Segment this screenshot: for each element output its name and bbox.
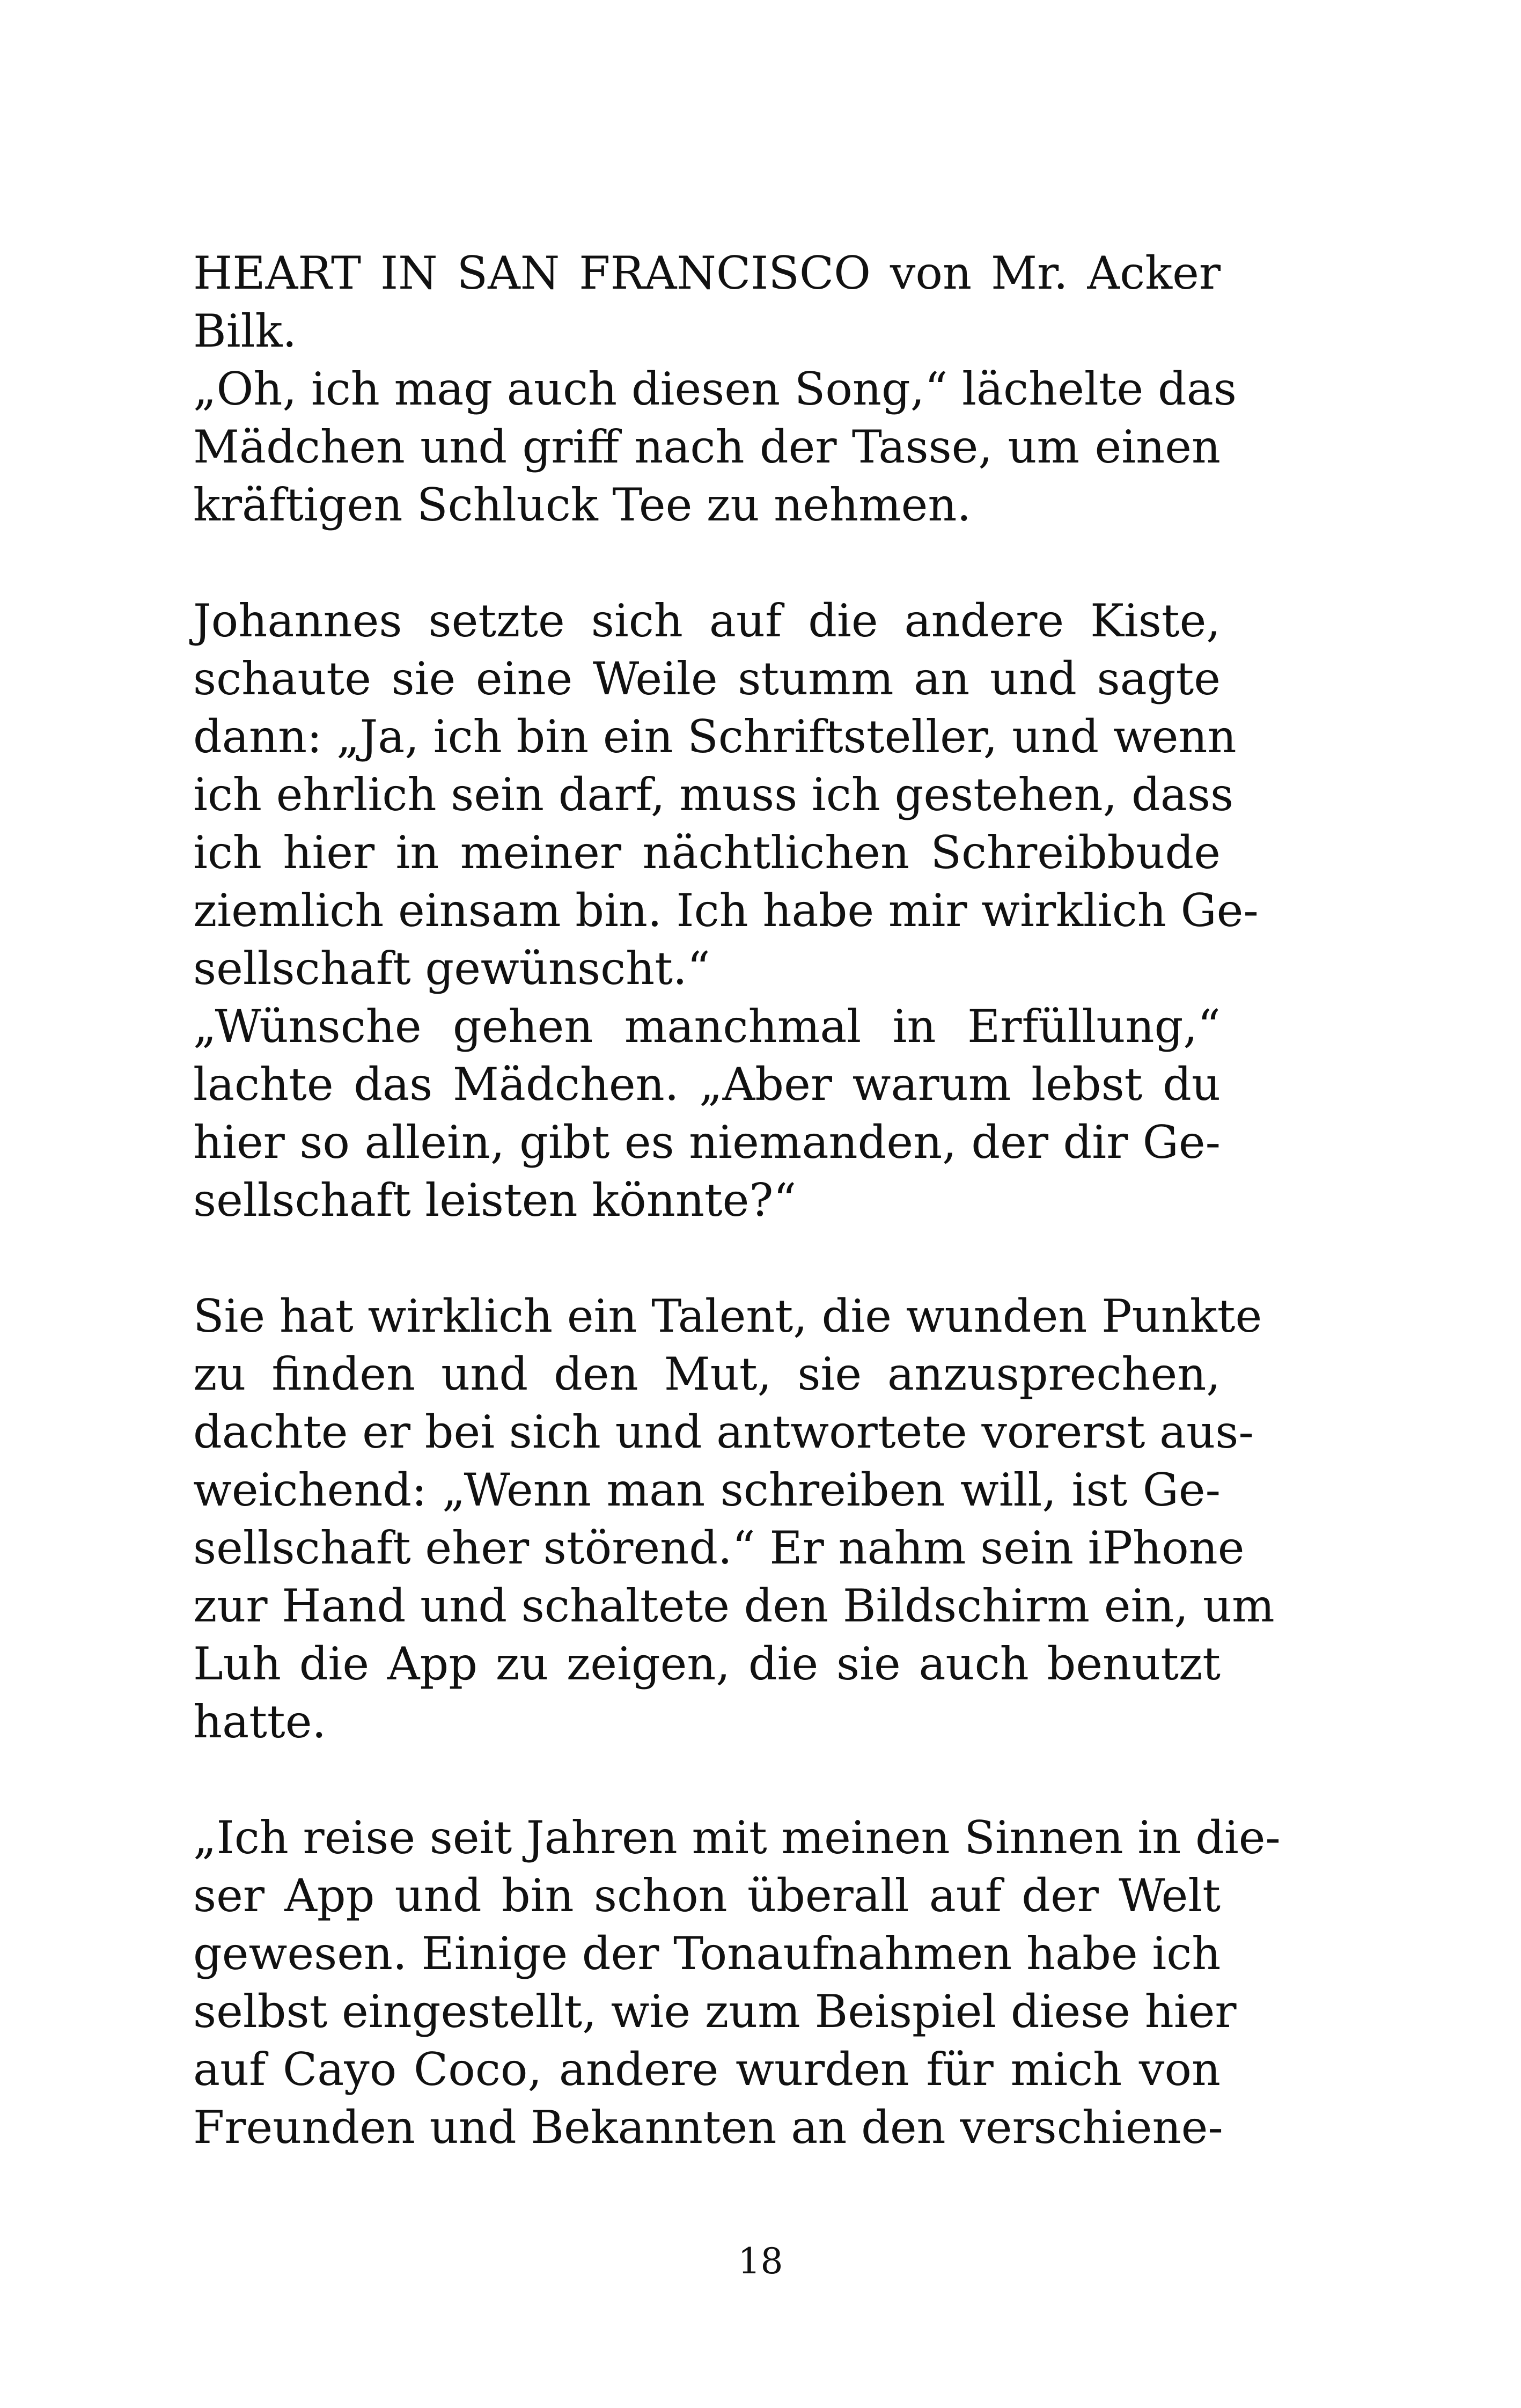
text-line: dachte er bei sich und antwortete vorerst aus- (193, 1406, 1254, 1458)
text-line: Luh die App zu zeigen, die sie auch benutzt (193, 1638, 1221, 1690)
text-line: Freunden und Bekannten an den verschiene- (193, 2101, 1223, 2154)
text-line: dann: „Ja, ich bin ein Schriftsteller, und wenn (193, 710, 1237, 763)
text-line: ich ehrlich sein darf, muss ich gestehen, dass (193, 768, 1234, 821)
paragraph-gap (193, 534, 1221, 592)
page-number: 18 (738, 2241, 783, 2282)
text-line: schaute sie eine Weile stumm an und sagte (193, 652, 1221, 705)
text-line: gewesen. Einige der Tonaufnahmen habe ich (193, 1927, 1221, 1980)
text-line: lachte das Mädchen. „Aber warum lebst du (193, 1058, 1221, 1111)
text-line: kräftigen Schluck Tee zu nehmen. (193, 479, 972, 531)
text-line: auf Cayo Coco, andere wurden für mich von (193, 2043, 1221, 2096)
text-line: hatte. (193, 1695, 327, 1748)
text-line: zu finden und den Mut, sie anzusprechen, (193, 1348, 1221, 1400)
text-line: hier so allein, gibt es niemanden, der dir Ge- (193, 1116, 1221, 1169)
text-line: „Oh, ich mag auch diesen Song,“ lächelte das (193, 363, 1237, 415)
paragraph-gap (193, 1229, 1221, 1287)
text-line: Bilk. (193, 305, 297, 357)
text-line: Johannes setzte sich auf die andere Kiste, (193, 594, 1221, 647)
text-line: weichend: „Wenn man schreiben will, ist Ge- (193, 1464, 1221, 1516)
paragraph-gap (193, 1751, 1221, 1809)
body-text (193, 244, 1281, 2156)
text-line: ich hier in meiner nächtlichen Schreibbude (193, 826, 1221, 879)
text-line: ser App und bin schon überall auf der Welt (193, 1869, 1221, 1922)
text-line: „Wünsche gehen manchmal in Erfüllung,“ (193, 1000, 1221, 1053)
text-line: HEART IN SAN FRANCISCO von Mr. Acker (193, 247, 1221, 299)
text-line: selbst eingestellt, wie zum Beispiel diese hier (193, 1985, 1237, 2038)
text-line: sellschaft eher störend.“ Er nahm sein iPhone (193, 1522, 1245, 1574)
text-line: Sie hat wirklich ein Talent, die wunden Punkte (193, 1290, 1262, 1342)
text-line: sellschaft leisten könnte?“ (193, 1174, 797, 1227)
text-line: ziemlich einsam bin. Ich habe mir wirklich Ge- (193, 884, 1259, 937)
text-line: Mädchen und griff nach der Tasse, um einen (193, 421, 1221, 473)
text-line: zur Hand und schaltete den Bildschirm ein, um (193, 1580, 1275, 1632)
text-line: „Ich reise seit Jahren mit meinen Sinnen in die- (193, 1811, 1281, 1864)
text-line: sellschaft gewünscht.“ (193, 942, 710, 995)
